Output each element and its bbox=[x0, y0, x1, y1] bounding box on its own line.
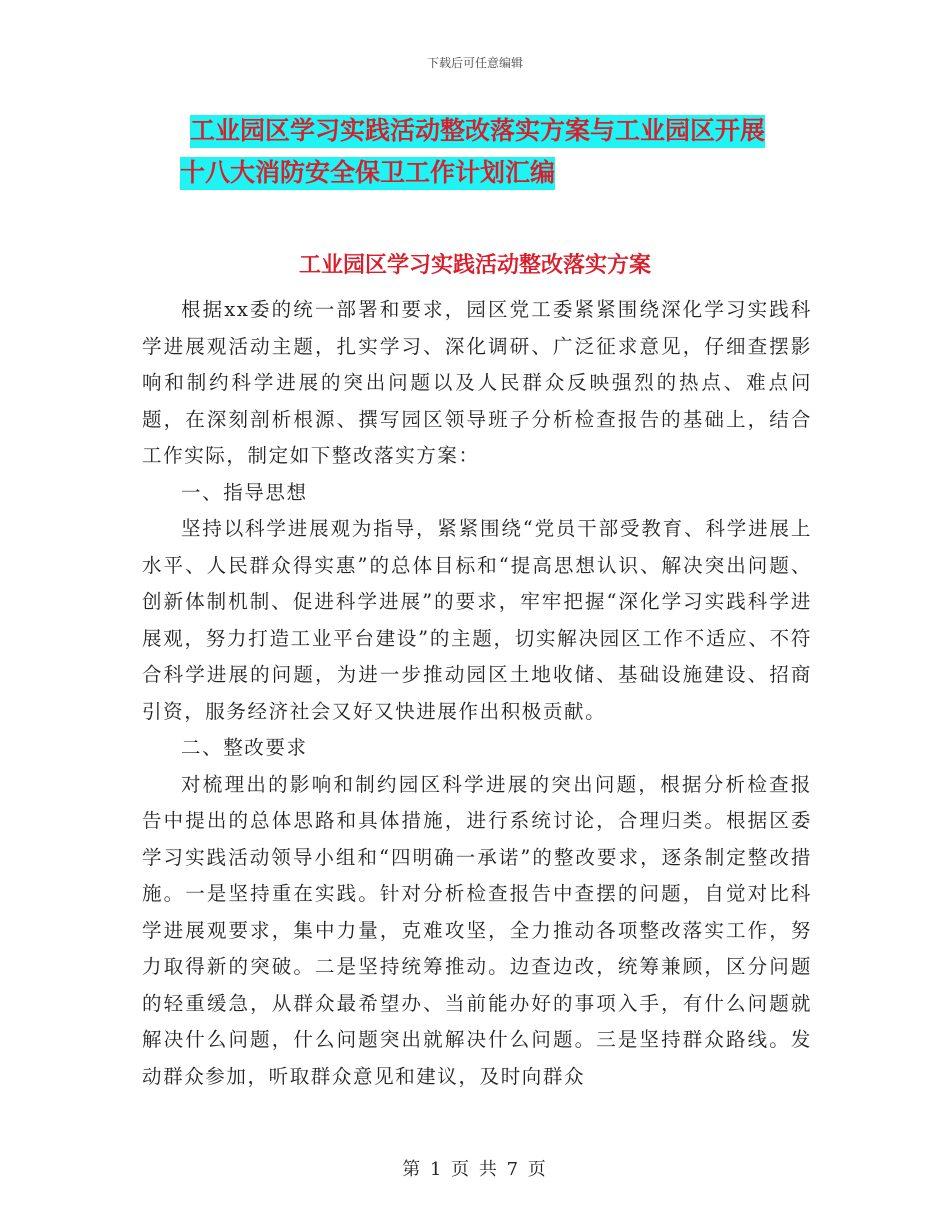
header-note: 下载后可任意编辑 bbox=[426, 56, 523, 70]
heading-rectification-requirements: 二、整改要求 bbox=[181, 736, 308, 759]
paragraph-guiding-ideology: 坚持以科学进展观为指导，紧紧围绕“党员干部受教育、科学进展上水平、人民群众得实惠”的总体目标和“提高思想认识、解决突出问题、创新体制机制、促进科学进展”的要求，牢牢把握“深化学习实践科学进展观，努力打造工业平台建设”的主题，切实解决园区工作不适应、不符合科学进展的问题，为进一步推动园区土地收储、基础设施建设、招商引资，服务经济社会又好又快进展作出积极贡献。 bbox=[142, 517, 812, 723]
document-title-line-2: 十八大消防安全保卫工作计划汇编 bbox=[180, 157, 555, 190]
page-number-footer: 第 1 页 共 7 页 bbox=[402, 1159, 548, 1180]
document-title bbox=[180, 110, 810, 194]
section-title: 工业园区学习实践活动整改落实方案 bbox=[298, 253, 651, 278]
body-text bbox=[142, 292, 812, 1095]
heading-guiding-ideology: 一、指导思想 bbox=[181, 480, 308, 504]
paragraph-rectification-requirements: 对梳理出的影响和制约园区科学进展的突出问题，根据分析检查报告中提出的总体思路和具体措施，进行系统讨论，合理归类。根据区委学习实践活动领导小组和“四明确一承诺”的整改要求，逐条制定整改措施。一是坚持重在实践。针对分析检查报告中查摆的问题，自觉对比科学进展观要求，集中力量，克难攻坚，全力推动各项整改落实工作，努力取得新的突破。二是坚持统筹推动。边查边改，统筹兼顾，区分问题的轻重缓急，从群众最希望办、当前能办好的事项入手，有什么问题就解决什么问题，什么问题突出就解决什么问题。三是坚持群众路线。发动群众参加，听取群众意见和建议，及时向群众 bbox=[142, 772, 812, 1088]
document-title-line-1: 工业园区学习实践活动整改落实方案与工业园区开展 bbox=[190, 115, 765, 148]
paragraph-intro: 根据xx委的统一部署和要求，园区党工委紧紧围绕深化学习实践科学进展观活动主题，扎实学习、深化调研、广泛征求意见，仔细查摆影响和制约科学进展的突出问题以及人民群众反映强烈的热点、难点问题，在深刻剖析根源、撰写园区领导班子分析检查报告的基础上，结合工作实际，制定如下整改落实方案： bbox=[142, 298, 812, 467]
